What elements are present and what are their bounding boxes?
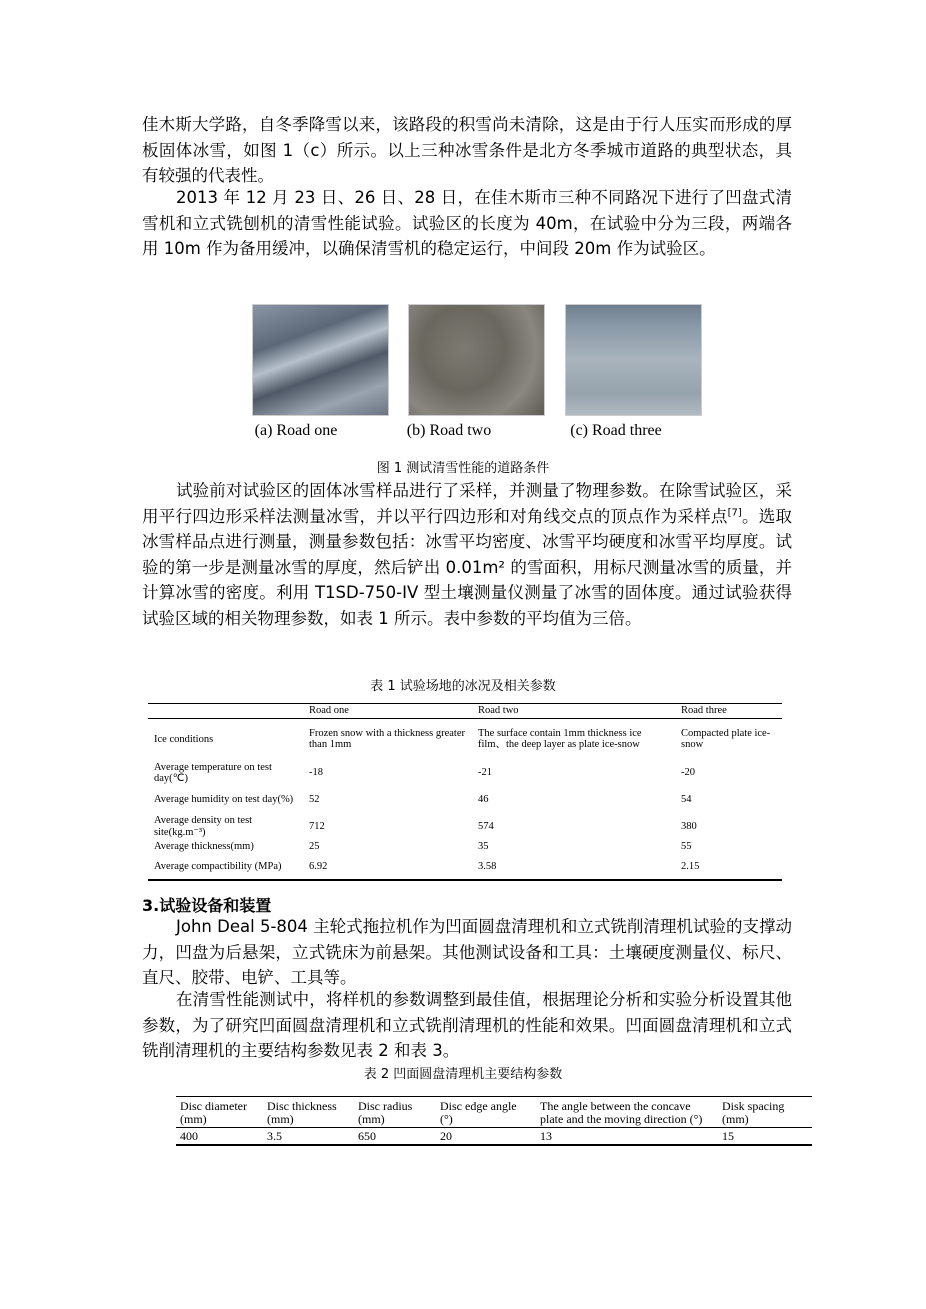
table-cell: 712	[309, 820, 325, 832]
table1-header-row	[148, 704, 782, 719]
table-2	[176, 1096, 812, 1146]
table-cell: 6.92	[309, 860, 328, 872]
table-row	[148, 718, 782, 760]
paragraph-5: 在清雪性能测试中，将样机的参数调整到最佳值，根据理论分析和实验分析设置其他参数，为了研究凹面圆盘清理机和立式铣削清理机的性能和效果。凹面圆盘清理机和立式铣削清理机的主要结构参数见表 2 和表 3。	[142, 990, 792, 1060]
table2-header-cell: Disc thickness (mm)	[263, 1097, 354, 1128]
table-cell: 55	[681, 841, 692, 853]
table2-header-cell: Disc diameter (mm)	[176, 1097, 263, 1128]
section-heading: 3.试验设备和装置	[142, 896, 272, 915]
road-three-label: (c) Road three	[570, 422, 662, 439]
road-three-photo	[565, 304, 702, 416]
paragraph-2: 2013 年 12 月 23 日、26 日、28 日，在佳木斯市三种不同路况下进行了凹盘式清雪机和立式铣刨机的清雪性能试验。试验区的长度为 40m，在试验中分为三段，两端各用 10m 作为备用缓冲，以确保清雪机的稳定运行，中间段 20m 作为试验区。	[142, 188, 792, 258]
table1-caption: 表 1 试验场地的冰况及相关参数	[370, 679, 556, 694]
table-cell: 46	[478, 793, 489, 805]
table1-header-cell: Road three	[675, 704, 782, 719]
table-cell: 13	[540, 1129, 552, 1143]
road-two-label: (b) Road two	[406, 422, 492, 439]
table-cell: 25	[309, 841, 320, 853]
table-cell: -18	[309, 767, 323, 779]
table-row	[148, 813, 782, 840]
table-cell: Average compactibility (MPa)	[154, 860, 282, 872]
table-cell: 650	[358, 1129, 376, 1143]
table-cell: -21	[478, 767, 492, 779]
road-one-label: (a) Road one	[254, 422, 338, 439]
table-cell: Average humidity on test day(%)	[154, 793, 294, 805]
table-cell: 20	[440, 1129, 452, 1143]
table2-header-cell: The angle between the concave plate and the moving direction (°)	[536, 1097, 718, 1128]
table-cell: Average density on test site(kg.m⁻³)	[154, 815, 253, 838]
table-cell: 54	[681, 793, 692, 805]
table2-header-row	[176, 1097, 812, 1128]
table-row	[148, 854, 782, 880]
table-cell: 35	[478, 841, 489, 853]
road-two-photo	[408, 304, 545, 416]
road-one-photo	[252, 304, 389, 416]
table-cell: 2.15	[681, 860, 700, 872]
table1-header-cell	[148, 704, 303, 719]
table-cell: Average thickness(mm)	[154, 841, 254, 853]
table-cell: 52	[309, 793, 320, 805]
paragraph-4: John Deal 5-804 主轮式拖拉机作为凹面圆盘清理机和立式铣削清理机试验的支撑动力，凹盘为后悬架，立式铣床为前悬架。其他测试设备和工具：土壤硬度测量仪、标尺、直尺、胶带、电铲、工具等。	[142, 917, 792, 987]
table-cell: Frozen snow with a thickness greater than 1mm	[309, 727, 465, 751]
table-cell: 380	[681, 820, 697, 832]
table2-caption: 表 2 凹面圆盘清理机主要结构参数	[363, 1067, 563, 1082]
paragraph-1: 佳木斯大学路，自冬季降雪以来，该路段的积雪尚未清除，这是由于行人压实而形成的厚板固体冰雪，如图 1（c）所示。以上三种冰雪条件是北方冬季城市道路的典型状态，具有较强的代表性。	[142, 115, 792, 185]
table1-header-cell: Road one	[303, 704, 472, 719]
table2-header-cell: Disc radius (mm)	[354, 1097, 436, 1128]
table2-header-cell: Disk spacing (mm)	[718, 1097, 812, 1128]
table-cell: 400	[180, 1129, 198, 1143]
table-row	[148, 786, 782, 813]
table-1	[148, 703, 782, 881]
table-row	[148, 760, 782, 786]
table1-header-cell: Road two	[472, 704, 675, 719]
citation-ref[interactable]: [7]	[727, 507, 742, 518]
table-cell: Compacted plate ice-snow	[681, 727, 771, 751]
table-cell: Ice conditions	[154, 733, 214, 745]
paragraph-3: 试验前对试验区的固体冰雪样品进行了采样，并测量了物理参数。在除雪试验区，采用平行四边形采样法测量冰雪，并以平行四边形和对角线交点的顶点作为采样点[7]。选取冰雪样品点进行测量，测量参数包括：冰雪平均密度、冰雪平均硬度和冰雪平均厚度。试验的第一步是测量冰雪的厚度，然后铲出 0.01m² 的雪面积，用标尺测量冰雪的质量，并计算冰雪的密度。利用 T1SD-750-IV 型土壤测量仪测量了冰雪的固体度。通过试验获得试验区域的相关物理参数，如表 1 所示。表中参数的平均值为三倍。	[142, 481, 793, 628]
figure1-caption: 图 1 测试清雪性能的道路条件	[376, 461, 550, 476]
table-cell: 3.5	[267, 1129, 282, 1143]
table-cell: The surface contain 1mm thickness ice film、the deep layer as plate ice-snow	[478, 727, 642, 751]
table-cell: Average temperature on test day(℃)	[154, 761, 272, 784]
table2-header-cell: Disc edge angle (°)	[436, 1097, 536, 1128]
table-cell: -20	[681, 767, 695, 779]
table-cell: 574	[478, 820, 494, 832]
table-cell: 15	[722, 1129, 734, 1143]
table-row	[148, 840, 782, 854]
table-cell: 3.58	[478, 860, 497, 872]
table-row	[176, 1128, 812, 1145]
